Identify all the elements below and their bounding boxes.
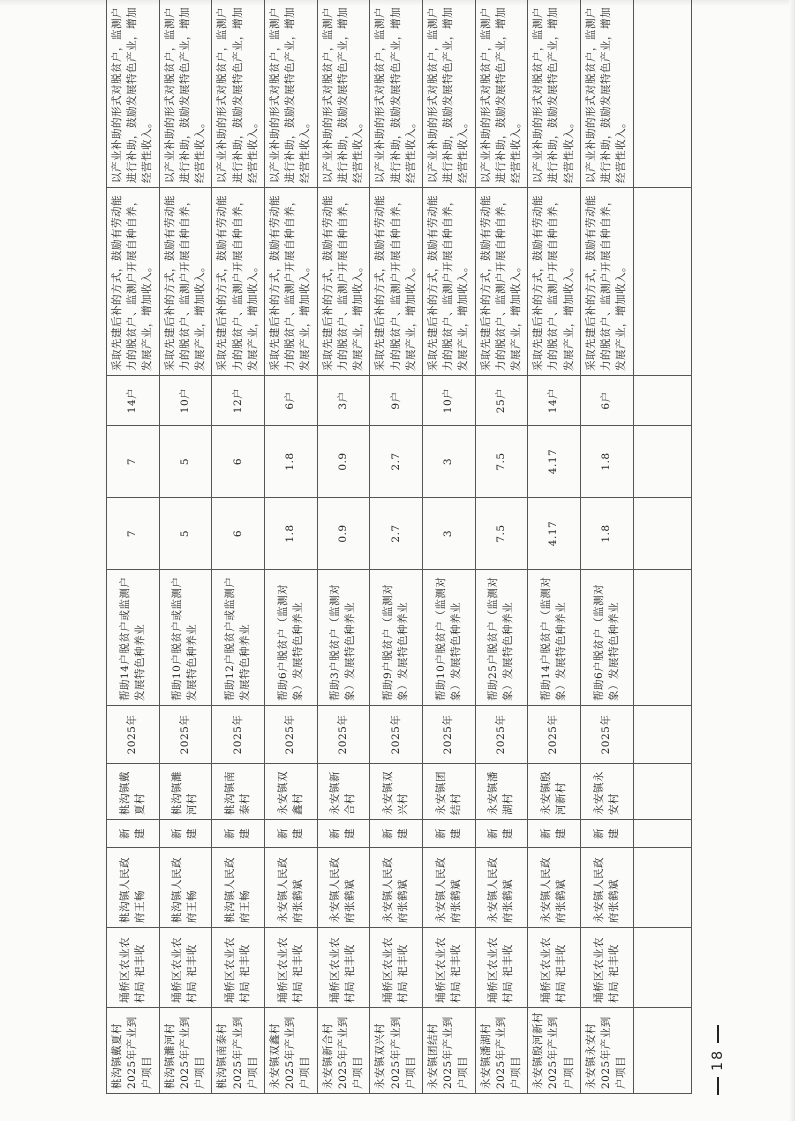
table-row [370, 0, 423, 1094]
implementing-unit-cell: 桃沟镇人民政府王畅 [107, 848, 160, 928]
location-cell: 永安镇新合村 [317, 764, 370, 820]
year-cell: 2025年 [107, 706, 160, 764]
construction-nature-cell: 新建 [107, 820, 160, 848]
table-row [475, 0, 528, 1094]
fund-amount-cell: 5 [159, 426, 212, 498]
implementing-unit-cell: 桃沟镇人民政府王畅 [159, 848, 212, 928]
implementing-unit-cell: 永安镇人民政府张鹤斌 [528, 848, 581, 928]
table-row-empty [633, 0, 691, 1094]
fund-amount-cell: 6 [212, 426, 265, 498]
construction-content-cell: 帮助10户脱贫户（监测对象）发展特色种养业 [422, 570, 475, 706]
supervisor-dept-cell: 埇桥区农业农村局 祀丰收 [370, 928, 423, 1008]
project-name-cell: 桃沟镇南泰村2025年产业到户项目 [212, 1008, 265, 1094]
implementing-unit-cell: 永安镇人民政府张鹤斌 [264, 848, 317, 928]
construction-content-cell: 帮助10户脱贫户或监测户发展特色种养业 [159, 570, 212, 706]
table-row [107, 0, 160, 1094]
benefit-mechanism-cell: 采取先建后补的方式，鼓励有劳动能力的脱贫户、监测户开展自种自养，发展产业，增加收入。 [422, 188, 475, 376]
supervisor-dept-cell: 埇桥区农业农村局 祀丰收 [422, 928, 475, 1008]
total-investment-cell: 7.5 [475, 498, 528, 570]
fund-amount-cell: 1.8 [580, 426, 633, 498]
performance-goal-cell: 以产业补助的形式对脱贫户，监测户进行补助，鼓励发展特色产业，增加经营性收入。 [475, 0, 528, 188]
construction-content-cell: 帮助6户脱贫户（监测对象）发展特色种养业 [264, 570, 317, 706]
page-number-text: 18 [710, 1049, 726, 1071]
implementing-unit-cell: 永安镇人民政府张鹤斌 [580, 848, 633, 928]
page-dash-bottom [717, 1077, 719, 1095]
year-cell: 2025年 [212, 706, 265, 764]
supervisor-dept-cell: 埇桥区农业农村局 祀丰收 [159, 928, 212, 1008]
benefit-mechanism-cell: 采取先建后补的方式，鼓励有劳动能力的脱贫户、监测户开展自种自养，发展产业，增加收入。 [264, 188, 317, 376]
project-name-cell: 桃沟镇濉河村2025年产业到户项目 [159, 1008, 212, 1094]
total-investment-cell: 4.17 [528, 498, 581, 570]
beneficiary-households-cell: 14户 [528, 376, 581, 426]
beneficiary-households-cell: 6户 [580, 376, 633, 426]
year-cell: 2025年 [422, 706, 475, 764]
year-cell: 2025年 [475, 706, 528, 764]
fund-amount-cell: 7 [107, 426, 160, 498]
total-investment-cell: 3 [422, 498, 475, 570]
beneficiary-households-cell: 25户 [475, 376, 528, 426]
project-name-cell: 永安镇永安村2025年产业到户项目 [580, 1008, 633, 1094]
year-cell: 2025年 [528, 706, 581, 764]
performance-goal-cell: 以产业补助的形式对脱贫户，监测户进行补助，鼓励发展特色产业，增加经营性收入。 [159, 0, 212, 188]
location-cell: 永安镇潘湖村 [475, 764, 528, 820]
empty-cell [633, 764, 691, 820]
supervisor-dept-cell: 埇桥区农业农村局 祀丰收 [580, 928, 633, 1008]
empty-cell [633, 426, 691, 498]
implementing-unit-cell: 永安镇人民政府张鹤斌 [370, 848, 423, 928]
location-cell: 桃沟镇戴夏村 [107, 764, 160, 820]
beneficiary-households-cell: 14户 [107, 376, 160, 426]
table-row [264, 0, 317, 1094]
performance-goal-cell: 以产业补助的形式对脱贫户，监测户进行补助，鼓励发展特色产业，增加经营性收入。 [212, 0, 265, 188]
empty-cell [633, 188, 691, 376]
year-cell: 2025年 [370, 706, 423, 764]
performance-goal-cell: 以产业补助的形式对脱贫户，监测户进行补助，鼓励发展特色产业，增加经营性收入。 [422, 0, 475, 188]
supervisor-dept-cell: 埇桥区农业农村局 祀丰收 [212, 928, 265, 1008]
year-cell: 2025年 [159, 706, 212, 764]
performance-goal-cell: 以产业补助的形式对脱贫户，监测户进行补助，鼓励发展特色产业，增加经营性收入。 [264, 0, 317, 188]
construction-content-cell: 帮助9户脱贫户（监测对象）发展特色种养业 [370, 570, 423, 706]
table-body [107, 0, 692, 1094]
fund-amount-cell: 2.7 [370, 426, 423, 498]
construction-nature-cell: 新建 [370, 820, 423, 848]
empty-cell [633, 0, 691, 188]
empty-cell [633, 376, 691, 426]
empty-cell [633, 570, 691, 706]
empty-cell [633, 498, 691, 570]
supervisor-dept-cell: 埇桥区农业农村局 祀丰收 [264, 928, 317, 1008]
project-name-cell: 永安镇殷河新村2025年产业到户项目 [528, 1008, 581, 1094]
empty-cell [633, 1008, 691, 1094]
benefit-mechanism-cell: 采取先建后补的方式，鼓励有劳动能力的脱贫户、监测户开展自种自养，发展产业，增加收入。 [475, 188, 528, 376]
construction-content-cell: 帮助12户脱贫户或监测户发展特色种养业 [212, 570, 265, 706]
project-name-cell: 桃沟镇戴夏村2025年产业到户项目 [107, 1008, 160, 1094]
supervisor-dept-cell: 埇桥区农业农村局 祀丰收 [528, 928, 581, 1008]
beneficiary-households-cell: 9户 [370, 376, 423, 426]
supervisor-dept-cell: 埇桥区农业农村局 祀丰收 [107, 928, 160, 1008]
project-name-cell: 永安镇双鑫村2025年产业到户项目 [264, 1008, 317, 1094]
construction-nature-cell: 新建 [580, 820, 633, 848]
performance-goal-cell: 以产业补助的形式对脱贫户，监测户进行补助，鼓励发展特色产业，增加经营性收入。 [107, 0, 160, 188]
project-table [106, 0, 692, 1094]
location-cell: 永安镇永安村 [580, 764, 633, 820]
fund-amount-cell: 7.5 [475, 426, 528, 498]
construction-content-cell: 帮助14户脱贫户（监测对象）发展特色种养业 [528, 570, 581, 706]
table-row [317, 0, 370, 1094]
project-name-cell: 永安镇潘湖村2025年产业到户项目 [475, 1008, 528, 1094]
performance-goal-cell: 以产业补助的形式对脱贫户，监测户进行补助，鼓励发展特色产业，增加经营性收入。 [370, 0, 423, 188]
beneficiary-households-cell: 10户 [159, 376, 212, 426]
construction-nature-cell: 新建 [475, 820, 528, 848]
construction-content-cell: 帮助14户脱贫户或监测户发展特色种养业 [107, 570, 160, 706]
total-investment-cell: 5 [159, 498, 212, 570]
year-cell: 2025年 [580, 706, 633, 764]
supervisor-dept-cell: 埇桥区农业农村局 祀丰收 [317, 928, 370, 1008]
total-investment-cell: 1.8 [580, 498, 633, 570]
benefit-mechanism-cell: 采取先建后补的方式，鼓励有劳动能力的脱贫户、监测户开展自种自养，发展产业，增加收入。 [528, 188, 581, 376]
year-cell: 2025年 [264, 706, 317, 764]
total-investment-cell: 7 [107, 498, 160, 570]
performance-goal-cell: 以产业补助的形式对脱贫户，监测户进行补助，鼓励发展特色产业，增加经营性收入。 [317, 0, 370, 188]
empty-cell [633, 706, 691, 764]
page-number [703, 1025, 733, 1105]
scan-edge-right [789, 0, 795, 1121]
rotated-table-container [106, 7, 692, 1094]
implementing-unit-cell: 永安镇人民政府张鹤斌 [422, 848, 475, 928]
fund-amount-cell: 3 [422, 426, 475, 498]
performance-goal-cell: 以产业补助的形式对脱贫户，监测户进行补助，鼓励发展特色产业，增加经营性收入。 [528, 0, 581, 188]
location-cell: 永安镇双鑫村 [264, 764, 317, 820]
beneficiary-households-cell: 6户 [264, 376, 317, 426]
fund-amount-cell: 4.17 [528, 426, 581, 498]
page-dash-top [717, 1025, 719, 1043]
project-name-cell: 永安镇团结村2025年产业到户项目 [422, 1008, 475, 1094]
construction-content-cell: 帮助6户脱贫户（监测对象）发展特色种养业 [580, 570, 633, 706]
benefit-mechanism-cell: 采取先建后补的方式，鼓励有劳动能力的脱贫户、监测户开展自种自养，发展产业，增加收入。 [159, 188, 212, 376]
year-cell: 2025年 [317, 706, 370, 764]
project-name-cell: 永安镇双兴村2025年产业到户项目 [370, 1008, 423, 1094]
construction-nature-cell: 新建 [264, 820, 317, 848]
beneficiary-households-cell: 12户 [212, 376, 265, 426]
implementing-unit-cell: 桃沟镇人民政府王畅 [212, 848, 265, 928]
construction-content-cell: 帮助3户脱贫户（监测对象）发展特色种养业 [317, 570, 370, 706]
benefit-mechanism-cell: 采取先建后补的方式，鼓励有劳动能力的脱贫户、监测户开展自种自养，发展产业，增加收入。 [107, 188, 160, 376]
location-cell: 桃沟镇濉河村 [159, 764, 212, 820]
benefit-mechanism-cell: 采取先建后补的方式，鼓励有劳动能力的脱贫户、监测户开展自种自养，发展产业，增加收入。 [212, 188, 265, 376]
construction-nature-cell: 新建 [212, 820, 265, 848]
total-investment-cell: 6 [212, 498, 265, 570]
benefit-mechanism-cell: 采取先建后补的方式，鼓励有劳动能力的脱贫户、监测户开展自种自养，发展产业，增加收入。 [370, 188, 423, 376]
empty-cell [633, 848, 691, 928]
total-investment-cell: 1.8 [264, 498, 317, 570]
construction-nature-cell: 新建 [528, 820, 581, 848]
table-row [212, 0, 265, 1094]
location-cell: 桃沟镇南泰村 [212, 764, 265, 820]
location-cell: 永安镇双兴村 [370, 764, 423, 820]
construction-nature-cell: 新建 [317, 820, 370, 848]
fund-amount-cell: 0.9 [317, 426, 370, 498]
fund-amount-cell: 1.8 [264, 426, 317, 498]
table-row [159, 0, 212, 1094]
beneficiary-households-cell: 10户 [422, 376, 475, 426]
empty-cell [633, 820, 691, 848]
benefit-mechanism-cell: 采取先建后补的方式，鼓励有劳动能力的脱贫户、监测户开展自种自养，发展产业，增加收入。 [580, 188, 633, 376]
supervisor-dept-cell: 埇桥区农业农村局 祀丰收 [475, 928, 528, 1008]
location-cell: 永安镇殷河新村 [528, 764, 581, 820]
location-cell: 永安镇团结村 [422, 764, 475, 820]
beneficiary-households-cell: 3户 [317, 376, 370, 426]
total-investment-cell: 2.7 [370, 498, 423, 570]
table-row [422, 0, 475, 1094]
performance-goal-cell: 以产业补助的形式对脱贫户，监测户进行补助，鼓励发展特色产业，增加经营性收入。 [580, 0, 633, 188]
implementing-unit-cell: 永安镇人民政府张鹤斌 [475, 848, 528, 928]
implementing-unit-cell: 永安镇人民政府张鹤斌 [317, 848, 370, 928]
empty-cell [633, 928, 691, 1008]
table-row [528, 0, 581, 1094]
total-investment-cell: 0.9 [317, 498, 370, 570]
construction-content-cell: 帮助25户脱贫户（监测对象）发展特色种养业 [475, 570, 528, 706]
construction-nature-cell: 新建 [159, 820, 212, 848]
project-name-cell: 永安镇新合村2025年产业到户项目 [317, 1008, 370, 1094]
construction-nature-cell: 新建 [422, 820, 475, 848]
table-row [580, 0, 633, 1094]
benefit-mechanism-cell: 采取先建后补的方式，鼓励有劳动能力的脱贫户、监测户开展自种自养，发展产业，增加收入。 [317, 188, 370, 376]
